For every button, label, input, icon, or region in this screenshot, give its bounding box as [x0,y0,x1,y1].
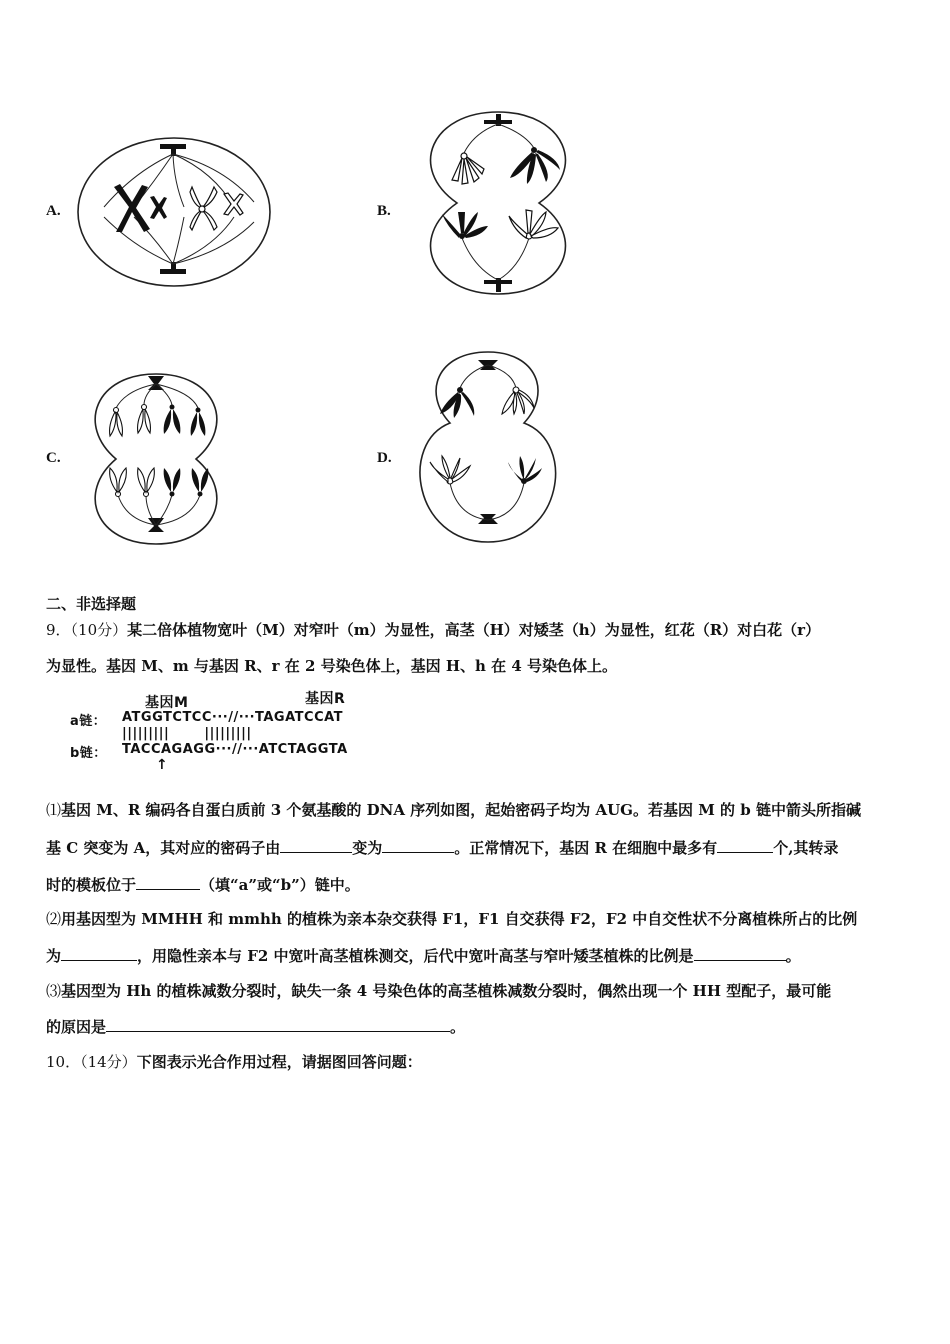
option-a-label: A. [46,203,61,219]
answer-blank-ratio-nonsegregating[interactable] [61,946,137,961]
q9-part3-marker: ⑶ [46,982,62,1000]
q9-part1-line3 [46,875,360,895]
option-c-label: C. [46,450,61,466]
b-chain-label: b链： [70,746,107,761]
q9-part2-text1: 用基因型为 MMHH 和 mmhh 的植株为亲本杂交获得 F1，F1 自交获得 F2，F2 中自交性状不分离植株所占的比例 [61,910,858,928]
q9-part2-line2 [46,946,801,966]
cell-diagram-d [412,348,558,546]
q9-part1-line1 [46,800,861,820]
option-b-label: B. [377,203,391,219]
answer-blank-gene-count[interactable] [717,838,773,853]
q9-part3-text2b: 。 [450,1018,466,1036]
gene-m-label: 基因M [145,695,189,711]
q9-part2-text2c: 。 [785,947,801,965]
q9-part1-text2c: 。正常情况下，基因 R 在细胞中最多有 [454,839,718,857]
q9-points: （10分） [70,621,128,639]
q9-stem1: 某二倍体植物宽叶（M）对窄叶（m）为显性，高茎（H）对矮茎（h）为显性，红花（R）对白花（r） [127,621,821,639]
q10-points: （14分） [80,1053,137,1071]
cell-diagram-a [74,132,274,290]
q9-part1-text2d: 个,其转录 [773,839,839,857]
q9-part1-text3a: 时的模板位于 [46,876,137,894]
b-chain-sequence: TACCAGAGG···//···ATCTAGGTA [122,742,348,757]
q9-part1-text3b: （填“a”或“b”）链中。 [200,876,360,894]
gene-r-label: 基因R [305,691,346,707]
section-title: 二、非选择题 [46,595,137,613]
answer-blank-codon-mutated[interactable] [382,838,454,853]
base-pair-bonds: ||||||||| ||||||||| [122,726,257,741]
q9-part3-text2a: 的原因是 [46,1018,107,1036]
q9-part2-text2a: 为 [46,947,62,965]
answer-blank-template-chain[interactable] [136,875,200,890]
q9-stem-line1 [46,620,820,640]
mutation-arrow-icon: ↑ [156,757,169,773]
q9-part2-line1 [46,909,857,929]
q9-part1-text1: 基因 M、R 编码各自蛋白质前 3 个氨基酸的 DNA 序列如图，起始密码子均为 AUG。若基因 M 的 b 链中箭头所指碱 [61,801,861,819]
q9-part3-line1 [46,981,831,1001]
cell-diagram-b [414,108,582,298]
q9-part1-marker: ⑴ [46,801,62,819]
q9-number: 9． [46,621,71,639]
answer-blank-reason[interactable] [106,1017,450,1032]
q9-part2-marker: ⑵ [46,910,62,928]
q9-part1-text2a: 基 C 突变为 A，其对应的密码子由 [46,839,281,857]
answer-blank-codon-original[interactable] [280,838,352,853]
q9-part3-text1: 基因型为 Hh 的植株减数分裂时，缺失一条 4 号染色体的高茎植株减数分裂时，偶然出现一个 HH 型配子，最可能 [61,982,832,1000]
q9-part3-line2 [46,1017,465,1037]
answer-blank-testcross-ratio[interactable] [694,946,786,961]
a-chain-sequence: ATGGTCTCC···//···TAGATCCAT [122,710,344,725]
cell-diagram-c [86,370,226,548]
a-chain-label: a链： [70,714,107,729]
q9-part2-text2b: ，用隐性亲本与 F2 中宽叶高茎植株测交，后代中宽叶高茎与窄叶矮茎植株的比例是 [137,947,694,965]
q10-stem [46,1052,422,1072]
q9-part1-text2b: 变为 [352,839,383,857]
q9-part1-line2 [46,838,838,858]
option-d-label: D. [377,450,392,466]
q10-stem-text: 下图表示光合作用过程，请据图回答问题： [136,1053,422,1071]
q9-stem-line2: 为显性。基因 M、m 与基因 R、r 在 2 号染色体上，基因 H、h 在 4 号染色体上。 [46,657,618,675]
q10-number: 10． [46,1053,81,1071]
